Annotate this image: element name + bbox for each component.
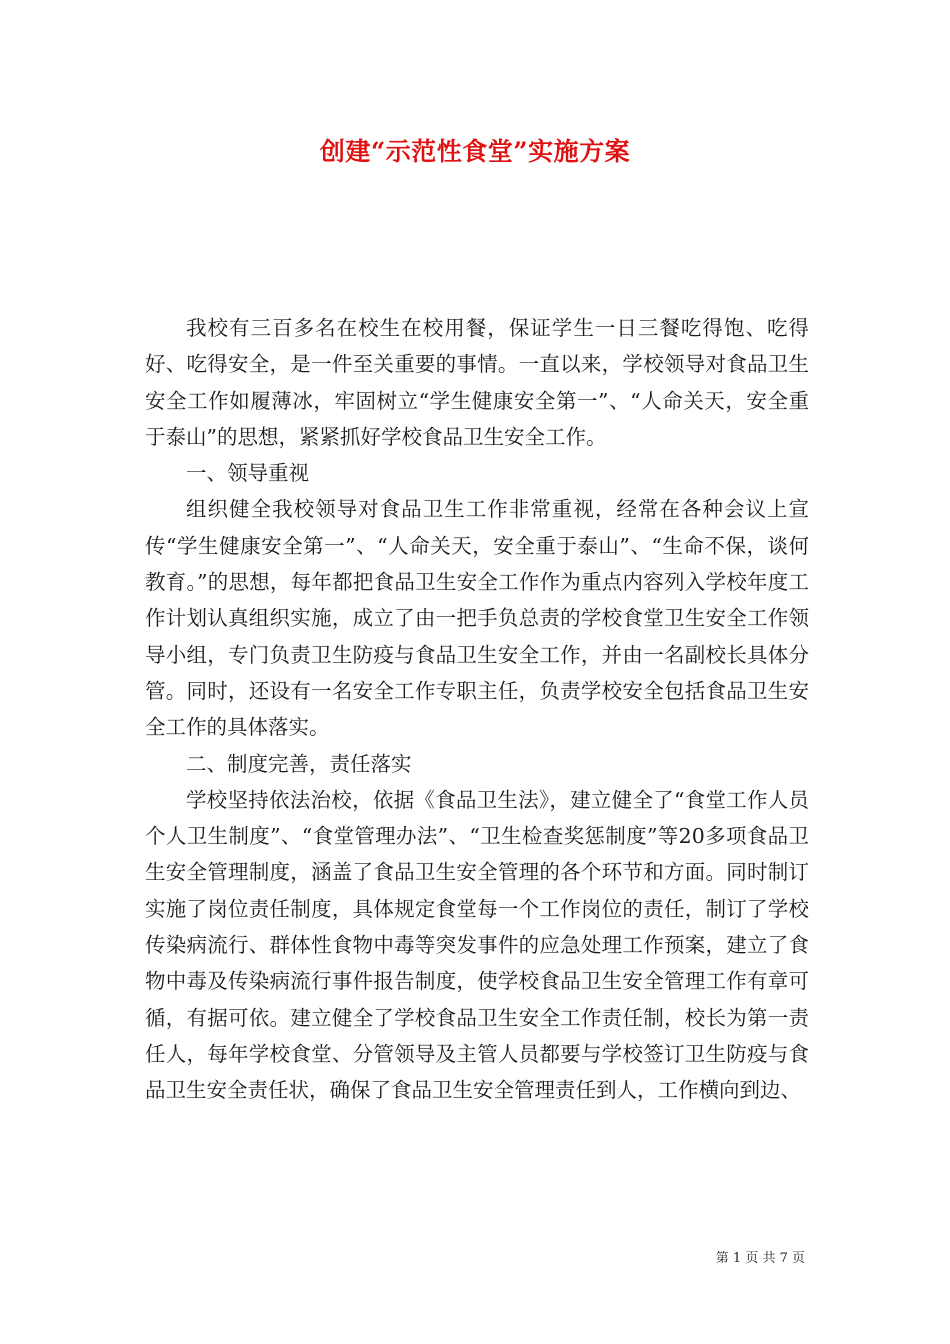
section-heading-system: 二、制度完善，责任落实 — [186, 751, 412, 776]
paragraph-leadership: 组织健全我校领导对食品卫生工作非常重视，经常在各种会议上宣传“学生健康安全第一”、“人命关天，安全重于泰山”、“生命不保，谈何教育。”的思想，每年都把食品卫生安全工作作为重点内容列入学校年度工作计划认真组织实施，成立了由一把手负总责的学校食堂卫生安全工作领导小组，专门负责卫生防疫与食品卫生安全工作，并由一名副校长具体分管。同时，还设有一名安全工作专职主任，负责学校安全包括食品卫生安全工作的具体落实。 — [145, 497, 809, 740]
section-heading-leadership: 一、领导重视 — [186, 461, 309, 486]
document-body — [145, 310, 809, 1109]
document-title: 创建“示范性食堂”实施方案 — [319, 137, 631, 166]
paragraph-intro: 我校有三百多名在校生在校用餐，保证学生一日三餐吃得饱、吃得好、吃得安全，是一件至关重要的事情。一直以来，学校领导对食品卫生安全工作如履薄冰，牢固树立“学生健康安全第一”、“人命关天，安全重于泰山”的思想，紧紧抓好学校食品卫生安全工作。 — [145, 316, 809, 449]
page-number: 第 1 页 共 7 页 — [715, 1251, 805, 1266]
paragraph-system: 学校坚持依法治校，依据《食品卫生法》，建立健全了“食堂工作人员个人卫生制度”、“食堂管理办法”、“卫生检查奖惩制度”等20多项食品卫生安全管理制度，涵盖了食品卫生安全管理的各个环节和方面。同时制订实施了岗位责任制度，具体规定食堂每一个工作岗位的责任，制订了学校传染病流行、群体性食物中毒等突发事件的应急处理工作预案，建立了食物中毒及传染病流行事件报告制度，使学校食品卫生安全管理工作有章可循，有据可依。建立健全了学校食品卫生安全工作责任制，校长为第一责任人，每年学校食堂、分管领导及主管人员都要与学校签订卫生防疫与食品卫生安全责任状，确保了食品卫生安全管理责任到人，工作横向到边、 — [145, 787, 809, 1103]
